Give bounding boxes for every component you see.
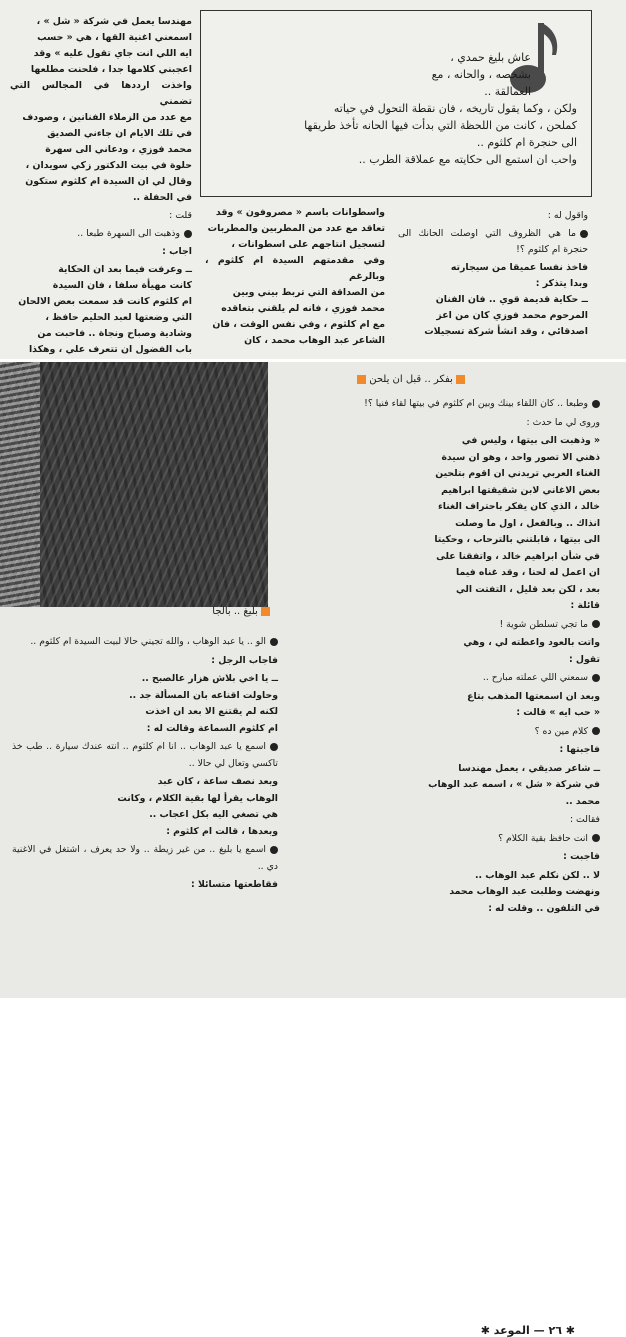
photo [0,362,268,607]
bottom-right-ans: ــ شاعر صديقي ، يعمل مهندسا في شركة « شل » ، اسمه عبد الوهاب محمد .. [428,762,600,807]
bottom-right-she: فقالت : [569,814,600,825]
bottom-left-r2: وبعد نصف ساعة ، كان عبد الوهاب يقرأ لها بقية الكلام ، وكانت هي تصغي اليه بكل اعجاب .. وبعدها ، قالت ام كلثوم : [117,776,278,837]
bottom-right-um3: كلام مين ده ؟ [300,724,600,741]
top-left-label: واقول له : [547,210,588,221]
intro-quote-box [200,10,592,197]
photo-caption: بليغ .. بالجا [110,606,270,617]
bottom-left-r1: ــ يا اخي بلاش هزار عالصبح .. وحاولت اقناعه بان المسألة جد .. لكنه لم يقتنع الا بعد ان اخذت ام كلثوم السماعة وقالت له : [129,673,278,734]
quote-text: عاش بليغ حمدي ، بشخصه ، والحانه ، مع العمالقة .. ولكن ، وكما يقول تاريخه ، فان نقطة التحول في حياته كملحن ، كانت من اللحظة التي بدأت فيها الحانه تأخذ طريقها الى حنجرة ام كلثوم .. واحب ان استمع الى حكايته مع عملاقة الطرب .. [304,51,577,166]
bottom-right-q: وطبعا .. كان اللقاء بينك وبين ام كلثوم في بيتها لقاء فنيا ؟! [300,396,600,413]
bottom-left-r1-label: فاجاب الرجل : [211,654,278,666]
top-right-text: مهندسا يعمل في شركة « شل » ، اسمعني اغنية القها ، هي « حسب ايه اللي انت جاي تقول عليه » وقد اعجبني كلامها جدا ، فلحنت مطلعها واخذت ارددها في المجالس التي تضمني مع عدد من الزملاء الفنانين ، وصودف في تلك الايام ان جاءني الصديق محمد فوزي ، ودعاني الى سهرة حلوة في بيت الدكتور زكي سويدان ، وقال لي ان السيدة ام كلثوم ستكون في الحفلة .. [10,16,192,203]
bullet-icon [270,743,278,751]
bullet-icon [592,400,600,408]
bottom-right-ans-label: فاجبتها : [559,744,600,755]
star-icon: ✱ [565,1324,575,1337]
page-footer: ✱ ٢٦ — الموعد ✱ [480,1324,575,1337]
top-right-a-label: اجاب : [162,246,192,257]
bullet-icon [592,674,600,682]
bottom-left-q3: اسمع يا بليغ .. من غير زيطة .. ولا حد يعرف ، اشتغل في الاغنية دي .. [12,844,278,872]
tag-icon [357,375,366,384]
top-right-column [10,14,192,360]
top-left-question: ما هي الظروف التي اوصلت الحانك الى حنجرة ام كلثوم ؟! [398,228,588,255]
bottom-right-intro: وروى لي ما حدث : [526,416,600,428]
bottom-right-um4: انت حافظ بقية الكلام ؟ [300,831,600,848]
bottom-right-after: وبعد ان اسمعتها المذهب بتاع « حب ايه » قالت : [467,690,600,718]
photo-edge [0,362,40,607]
tag-icon [456,375,465,384]
bottom-left-q1: الو .. يا عبد الوهاب ، والله تجيني حالا لبيت السيدة ام كلثوم .. [12,634,278,651]
bottom-right-um1: ما تجي تسلطن شوية ! [300,617,600,634]
bottom-left-end: فقاطعتها متسائلا : [191,879,278,890]
top-right-q: وذهبت الى السهرة طبعا .. [10,226,192,242]
bottom-right-um1b: واتت بالعود واعطته لي ، وهي تقول : [463,637,600,665]
bullet-icon [184,230,192,238]
star-icon: ✱ [480,1324,490,1337]
bottom-right-column [300,396,600,919]
top-left-answer: فاخذ نفسا عميقا من سيجارته وبدا يتذكر : ــ حكاية قديمة قوي .. فان الفنان المرحوم محمد فوزي كان من اعز اصدقائي ، وقد انشأ شركة تسجيلات [424,262,588,337]
tag-icon [261,607,270,616]
bottom-right-end: لا .. لكن نكلم عبد الوهاب .. ونهضت وطلبت عبد الوهاب محمد في التلفون .. وقلت له : [449,869,600,914]
bottom-left-q2: اسمع يا عبد الوهاب .. انا ام كلثوم .. انته عندك سيارة .. طب خذ تاكسي وتعال لي حالا .. [12,741,278,769]
page-number: ٢٦ [548,1324,562,1337]
bottom-right-um2: سمعني اللي عملته مبارح .. [300,670,600,687]
magazine-name: الموعد [493,1324,530,1337]
bullet-icon [270,846,278,854]
top-right-q-label: قلت : [169,210,192,221]
bullet-icon [592,834,600,842]
top-middle-column: واسطوانات باسم « مصروفون » وقد تعاقد مع عدد من المطربين والمطربات لتسجيل انتاجهم على اسطوانات ، وفي مقدمتهم السيدة ام كلثوم ، وبالرغم من الصداقة التي تربط بيني وبين محمد فوزي ، فانه لم يلقني بتعاقده مع ام كلثوم ، وفي نفس الوقت ، فان الشاعر عبد الوهاب محمد ، كان [205,207,385,346]
bullet-icon [592,620,600,628]
bottom-left-column [12,634,278,896]
bullet-icon [580,230,588,238]
bullet-icon [270,638,278,646]
bottom-page [0,362,626,1337]
top-left-column [398,208,588,342]
bottom-right-i-answered: فاجبت : [563,851,600,862]
bottom-right-story: « وذهبت الى بيتها ، وليس في ذهني الا تصور واحد ، وهو ان سيدة الغناء العربي تريدني ان اقوم بتلحين بعض الاغاني لابن شقيقتها ابراهيم خالد ، الذي كان يفكر باحتراف الغناء انذاك .. وبالفعل ، اول ما وصلت الى بيتها ، قابلتني بالترحاب ، وحكيتا في شأن ابراهيم خالد ، واتفقنا على ان اعمل له لحنا ، وقد غناه فيما بعد ، لكن بعد قليل ، التفتت الي قائلة : [434,435,600,611]
bullet-icon [592,727,600,735]
running-head: بفكر .. قبل ان يلحن [300,374,465,385]
top-page [0,0,626,360]
top-right-answer: ــ وعرفت فيما بعد ان الحكاية كانت مهيأة سلفا ، فان السيدة ام كلثوم كانت قد سمعت بعض الالحان التي وضعتها لعبد الحليم حافظ ، وشادية وصباح ونجاة .. فاحبت من باب الفضول ان تتعرف علي ، وهكذا [18,264,192,355]
